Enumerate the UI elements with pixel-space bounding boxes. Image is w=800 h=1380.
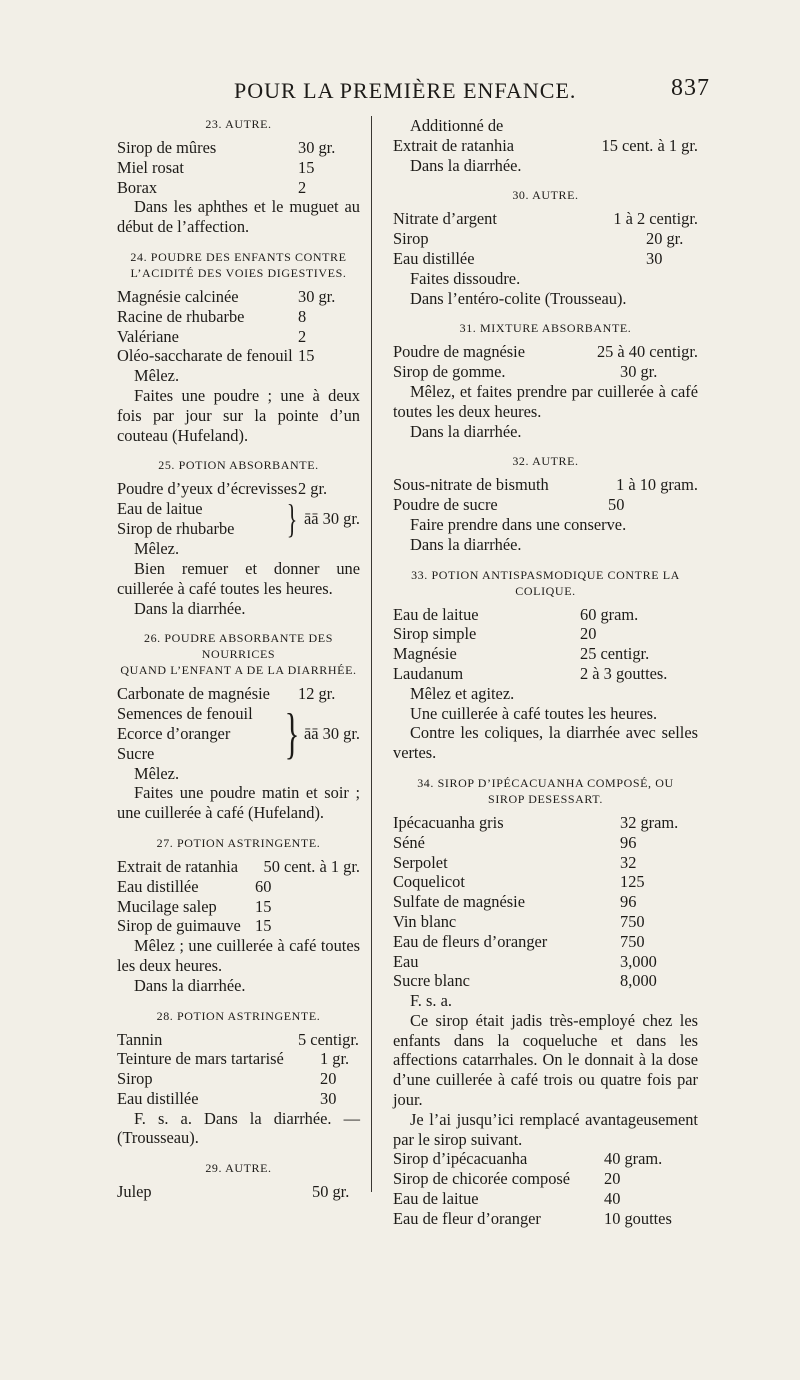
ingredient-name: Tannin [117, 1029, 163, 1049]
ingredient-row [117, 1069, 360, 1089]
instruction-text: Une cuillerée à café toutes les heures. [410, 703, 658, 723]
ingredient-qty: 750 [620, 931, 645, 951]
ingredient-row [393, 912, 698, 932]
ingredient-name: Carbonate de magnésie [117, 684, 270, 704]
ingredient-row [117, 916, 360, 936]
instruction-text: Mêlez, et faites prendre par cuillerée à café toutes les deux heures. [393, 381, 698, 421]
ingredient-qty: 3,000 [620, 951, 657, 971]
recipe-24 [117, 249, 360, 445]
ingredient-row [117, 684, 360, 704]
ingredient-name: Serpolet [393, 852, 448, 872]
ingredient-row [393, 813, 698, 833]
ingredient-row [117, 1089, 360, 1109]
ingredient-name: Oléo-saccharate de fenouil [117, 346, 293, 366]
ingredient-qty: 10 gouttes [604, 1208, 672, 1228]
ingredient-name: Eau distillée [393, 248, 475, 268]
ingredient-row [393, 664, 698, 684]
ingredient-name: Eau de laitue [393, 1189, 479, 1209]
ingredient-row [117, 158, 360, 178]
ingredient-qty: 1 à 2 centigr. [613, 209, 698, 229]
instruction-text: Dans la diarrhée. [410, 534, 522, 554]
ingredient-qty: 15 [298, 346, 315, 366]
ingredient-name: Eau de laitue [393, 604, 479, 624]
instruction-text: F. s. a. Dans la diarrhée. — (Trousseau). [117, 1108, 360, 1148]
ingredient-name: Miel rosat [117, 157, 184, 177]
ingredient-qty: 40 [604, 1189, 621, 1209]
recipe-29-continued [393, 116, 698, 175]
ingredient-row [393, 495, 698, 515]
instruction-text: Mêlez ; une cuillerée à café toutes les deux heures. [117, 936, 360, 975]
ingredient-row [393, 1209, 698, 1229]
ingredient-qty: 12 gr. [298, 684, 336, 704]
ingredient-qty: 96 [620, 832, 637, 852]
ingredient-qty: 2 [298, 326, 307, 346]
ingredient-row [393, 853, 698, 873]
ingredient-row [117, 1049, 360, 1069]
recipe-25 [117, 457, 360, 618]
recipe-29 [117, 1160, 360, 1202]
ingredient-row [117, 138, 360, 158]
mix-instruction: Mêlez. [134, 539, 180, 559]
recipe-title: 23. AUTRE. [205, 117, 272, 131]
ingredient-row [117, 897, 360, 917]
ingredient-row [393, 249, 698, 269]
ingredient-name: Vin blanc [393, 911, 457, 931]
instruction-text: Faites une poudre ; une à deux fois par jour sur la pointe d’un couteau (Hufeland). [117, 385, 360, 445]
brace-symbol: } [286, 496, 298, 542]
ingredient-row [393, 892, 698, 912]
ingredient-name: Semences de fenouil [117, 704, 253, 724]
ingredient-qty: 30 gr. [298, 138, 336, 157]
ingredient-row [393, 971, 698, 991]
braced-ingredients [117, 496, 360, 542]
brace-symbol: } [284, 702, 300, 765]
ingredient-qty: 15 cent. à 1 gr. [601, 135, 698, 155]
right-column [393, 116, 698, 1241]
running-header [110, 75, 710, 108]
recipe-title: 31. MIXTURE ABSORBANTE. [459, 321, 632, 336]
ingredient-name: Ecorce d’oranger [117, 723, 231, 743]
ingredient-name: Poudre d’yeux d’écrevisses [117, 479, 298, 499]
ingredient-row [117, 479, 360, 499]
ingredient-row [117, 346, 360, 366]
recipe-27 [117, 835, 360, 996]
recipe-28 [117, 1008, 360, 1149]
recipe-32 [393, 453, 698, 554]
ingredient-name: Extrait de ratanhia [117, 856, 239, 876]
ingredient-name: Nitrate d’argent [393, 209, 497, 229]
ingredient-qty: 2 [298, 177, 307, 197]
ingredient-qty: 32 gram. [620, 812, 679, 832]
ingredient-row [117, 1182, 360, 1202]
ingredient-qty: 60 gram. [580, 604, 639, 624]
recipe-title: 25. POTION ABSORBANTE. [158, 458, 319, 473]
ingredient-row [393, 342, 698, 362]
recipe-31 [393, 320, 698, 441]
ingredient-name: Magnésie [393, 644, 457, 664]
instruction-text: Je l’ai jusqu’ici remplacé avantageusement par le sirop suivant. [393, 1109, 698, 1149]
recipe-title-line: 24. POUDRE DES ENFANTS CONTRE [130, 249, 347, 264]
ingredient-row [393, 475, 698, 495]
instruction-text: Dans la diarrhée. [410, 155, 522, 175]
ingredient-qty: 30 [320, 1088, 337, 1108]
ingredient-qty: 8,000 [620, 971, 657, 991]
recipe-title-line: 26. POUDRE ABSORBANTE DES NOURRICES [143, 631, 334, 662]
recipe-33 [393, 567, 698, 763]
ingredient-name: Extrait de ratanhia [393, 135, 515, 155]
ingredient-qty: 30 gr. [620, 362, 658, 382]
ingredient-qty: 25 à 40 centigr. [596, 342, 698, 362]
ingredient-qty: 2 à 3 gouttes. [580, 663, 668, 683]
mix-instruction: Mêlez et agitez. [410, 683, 515, 703]
ingredient-qty: 15 [255, 896, 272, 916]
instruction-text: Dans la diarrhée. [410, 421, 522, 441]
ingredient-qty: 1 gr. [320, 1049, 350, 1069]
ingredient-qty: 8 [298, 306, 307, 326]
instruction-text: Contre les coliques, la diarrhée avec selles vertes. [393, 723, 698, 763]
ingredient-name: Eau de fleurs d’oranger [393, 931, 548, 951]
ingredient-name: Sirop de gomme. [393, 362, 506, 382]
ingredient-name: Racine de rhubarbe [117, 306, 245, 326]
recipe-title-line: QUAND L’ENFANT A DE LA DIARRHÉE. [120, 663, 357, 678]
ingredient-name: Sirop de chicorée composé [393, 1169, 571, 1189]
ingredient-qty: 20 [604, 1169, 621, 1189]
ingredient-qty: āā 30 gr. [304, 509, 360, 529]
ingredient-name: Sucre blanc [393, 971, 470, 991]
ingredient-name: Sous-nitrate de bismuth [393, 475, 549, 495]
ingredient-row [393, 624, 698, 644]
ingredient-name: Sulfate de magnésie [393, 892, 525, 912]
recipe-title: 27. POTION ASTRINGENTE. [156, 835, 321, 850]
recipe-30 [393, 187, 698, 308]
recipe-title: 30. AUTRE. [512, 188, 579, 203]
ingredient-row [393, 833, 698, 853]
ingredient-name: Eau distillée [117, 1088, 199, 1108]
braced-ingredients [117, 704, 360, 763]
ingredient-qty: 5 centigr. [298, 1029, 359, 1049]
ingredient-name: Eau de laitue [117, 499, 203, 519]
ingredient-name: Sirop de guimauve [117, 916, 241, 936]
recipe-title: 32. AUTRE. [512, 454, 579, 469]
ingredient-row [393, 644, 698, 664]
ingredient-row [393, 932, 698, 952]
ingredient-name: Sirop de rhubarbe [117, 519, 235, 539]
ingredient-name: Eau de fleur d’oranger [393, 1208, 541, 1228]
ingredient-row [117, 178, 360, 198]
recipe-title [393, 567, 698, 599]
recipe-title-line: 34. SIROP D’IPÉCACUANHA COMPOSÉ, OU [417, 775, 674, 790]
ingredient-name: Borax [117, 177, 158, 197]
ingredient-name: Laudanum [393, 663, 464, 683]
recipe-23 [117, 116, 360, 237]
ingredient-row [393, 1149, 698, 1169]
instruction-text: Ce sirop était jadis très-employé chez les enfants dans la coqueluche et dans les affections catarrhales. On le donnait à la dose d’une cuillerée à café trois ou quatre fois par jour. [393, 1010, 698, 1110]
ingredient-name: Valériane [117, 326, 179, 346]
ingredient-row [117, 307, 360, 327]
instruction-text: Bien remuer et donner une cuillerée à café toutes les heures. [117, 558, 360, 598]
ingredient-qty: 15 [298, 157, 315, 177]
ingredient-name: Sirop de mûres [117, 138, 217, 157]
left-column [117, 116, 360, 1214]
recipe-26 [117, 630, 360, 823]
instruction-text: Dans les aphthes et le muguet au début de l’affection. [117, 197, 360, 237]
ingredient-name: Sirop simple [393, 624, 477, 644]
ingredient-name: Mucilage salep [117, 896, 217, 916]
ingredient-qty: 60 [255, 876, 272, 896]
column-divider [371, 116, 372, 1192]
ingredient-row [393, 1189, 698, 1209]
recipe-title: 28. POTION ASTRINGENTE. [156, 1008, 321, 1023]
ingredient-row [393, 605, 698, 625]
ingredient-qty: 50 gr. [312, 1182, 350, 1202]
instruction-text: Faire prendre dans une conserve. [410, 514, 627, 534]
ingredient-name: Julep [117, 1182, 152, 1202]
ingredient-name: Sirop [117, 1069, 153, 1089]
recipe-34 [393, 775, 698, 1229]
ingredient-qty: 96 [620, 892, 637, 912]
recipe-title [393, 775, 698, 807]
ingredient-row [393, 209, 698, 229]
ingredient-name: Eau distillée [117, 876, 199, 896]
ingredient-name: Sirop d’ipécacuanha [393, 1149, 528, 1169]
ingredient-qty: āā 30 gr. [304, 723, 360, 743]
mix-instruction: Faites dissoudre. [410, 268, 521, 288]
ingredient-row [393, 1169, 698, 1189]
mix-instruction: Mêlez. [134, 763, 180, 783]
instruction-text: Dans la diarrhée. [134, 598, 246, 618]
ingredient-name: Teinture de mars tartarisé [117, 1049, 284, 1069]
ingredient-name: Poudre de magnésie [393, 342, 525, 362]
ingredient-qty: 20 [320, 1069, 337, 1089]
instruction-text: Additionné de [410, 116, 504, 135]
ingredient-qty: 50 cent. à 1 gr. [263, 856, 360, 876]
ingredient-name: Ipécacuanha gris [393, 812, 504, 832]
ingredient-row [393, 872, 698, 892]
ingredient-name: Magnésie calcinée [117, 286, 239, 306]
ingredient-row [393, 952, 698, 972]
ingredient-row [117, 857, 360, 877]
running-title: POUR LA PREMIÈRE ENFANCE. [234, 78, 577, 103]
ingredient-qty: 30 gr. [298, 286, 336, 306]
ingredient-qty: 20 gr. [646, 229, 684, 249]
ingredient-row [393, 362, 698, 382]
ingredient-qty: 30 [646, 248, 663, 268]
ingredient-qty: 1 à 10 gram. [616, 475, 698, 495]
recipe-title-line: L’ACIDITÉ DES VOIES DIGESTIVES. [130, 265, 347, 280]
recipe-title-line: 33. POTION ANTISPASMODIQUE CONTRE LA [411, 567, 680, 582]
ingredient-row [117, 327, 360, 347]
ingredient-qty: 20 [580, 624, 597, 644]
ingredient-name: Poudre de sucre [393, 495, 498, 515]
ingredient-row [117, 877, 360, 897]
ingredient-name: Sirop [393, 229, 429, 249]
ingredient-qty: 750 [620, 911, 645, 931]
ingredient-name: Eau [393, 951, 419, 971]
ingredient-name: Séné [393, 832, 425, 852]
ingredient-name: Coquelicot [393, 872, 465, 892]
ingredient-row [393, 136, 698, 156]
page-number: 837 [671, 75, 710, 101]
ingredient-row [117, 1030, 360, 1050]
ingredient-name: Sucre [117, 743, 155, 763]
recipe-title: 29. AUTRE. [205, 1161, 272, 1176]
recipe-title-line: COLIQUE. [515, 583, 576, 598]
ingredient-qty: 40 gram. [604, 1149, 663, 1169]
mix-instruction: Mêlez. [134, 366, 180, 386]
ingredient-qty: 25 centigr. [580, 644, 650, 664]
ingredient-row [393, 229, 698, 249]
recipe-title-line: SIROP DESESSART. [488, 791, 603, 806]
instruction-text: Dans l’entéro-colite (Trousseau). [410, 288, 627, 308]
mix-instruction: F. s. a. [410, 991, 452, 1011]
ingredient-qty: 50 [608, 495, 625, 515]
ingredient-qty: 15 [255, 916, 272, 936]
instruction-text: Dans la diarrhée. [134, 975, 246, 995]
ingredient-row [117, 287, 360, 307]
recipe-title [117, 630, 360, 678]
recipe-title [117, 249, 360, 281]
ingredient-qty: 32 [620, 852, 637, 872]
instruction-text: Faites une poudre matin et soir ; une cuillerée à café (Hufeland). [117, 783, 360, 823]
ingredient-qty: 2 gr. [298, 479, 328, 499]
ingredient-qty: 125 [620, 872, 645, 892]
